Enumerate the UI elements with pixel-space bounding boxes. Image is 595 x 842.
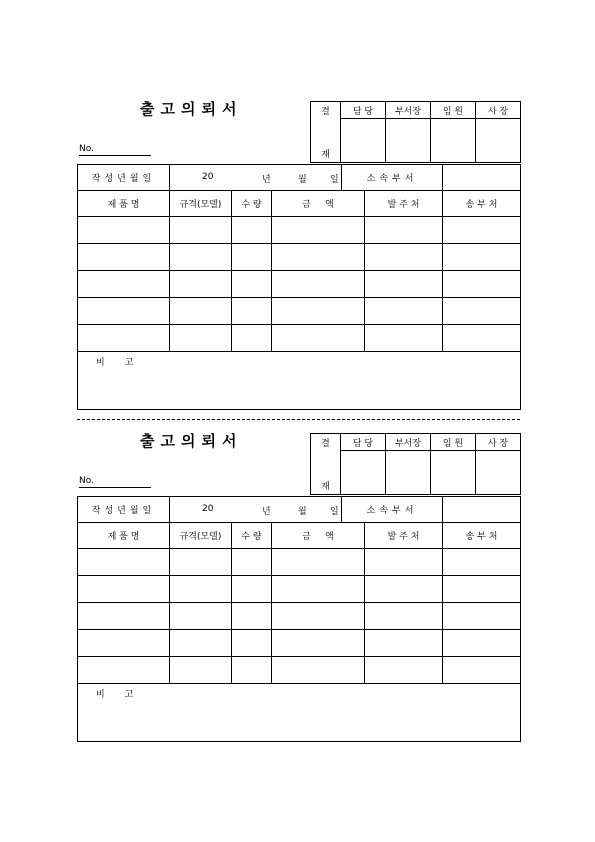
cell-amount[interactable]: [272, 630, 365, 657]
col-order-from: 발 주 처: [365, 523, 443, 549]
approval-role-executive: 임 원: [431, 434, 476, 451]
cell-qty[interactable]: [232, 576, 272, 603]
col-amount: 금 액: [272, 523, 365, 549]
sign-box-staff[interactable]: [341, 451, 386, 495]
cell-amount[interactable]: [272, 576, 365, 603]
cell-ship-to[interactable]: [443, 603, 521, 630]
note-field[interactable]: [78, 684, 521, 742]
table-row: [78, 217, 521, 244]
form-number-field[interactable]: No.: [79, 476, 151, 488]
form-title: 출고의뢰서: [140, 100, 243, 118]
cell-product[interactable]: [78, 217, 170, 244]
col-ship-to: 송 부 처: [443, 523, 521, 549]
approval-label-bottom: 재: [321, 150, 330, 160]
cell-amount[interactable]: [272, 244, 365, 271]
sign-box-executive[interactable]: [431, 451, 476, 495]
cell-order-from[interactable]: [365, 576, 443, 603]
form-number-field[interactable]: No.: [79, 144, 151, 156]
cell-spec[interactable]: [170, 217, 232, 244]
approval-role-president: 사 장: [476, 102, 521, 119]
cell-spec[interactable]: [170, 298, 232, 325]
cell-product[interactable]: [78, 603, 170, 630]
cell-order-from[interactable]: [365, 603, 443, 630]
date-label: 작성년월일: [78, 497, 170, 523]
note-label: 비 고: [96, 358, 134, 368]
cell-qty[interactable]: [232, 217, 272, 244]
cell-spec[interactable]: [170, 576, 232, 603]
cell-amount[interactable]: [272, 217, 365, 244]
cell-ship-to[interactable]: [443, 549, 521, 576]
col-amount: 금 액: [272, 191, 365, 217]
table-row: [78, 244, 521, 271]
cell-order-from[interactable]: [365, 217, 443, 244]
cell-product[interactable]: [78, 244, 170, 271]
approval-label-bottom: 재: [321, 482, 330, 492]
col-product-name: 제 품 명: [78, 523, 170, 549]
cell-product[interactable]: [78, 630, 170, 657]
cell-order-from[interactable]: [365, 549, 443, 576]
cell-ship-to[interactable]: [443, 271, 521, 298]
cell-qty[interactable]: [232, 244, 272, 271]
cell-spec[interactable]: [170, 630, 232, 657]
cell-ship-to[interactable]: [443, 657, 521, 684]
col-quantity: 수 량: [232, 523, 272, 549]
cell-product[interactable]: [78, 576, 170, 603]
approval-label: [311, 102, 341, 163]
approval-label-top: 결: [321, 107, 330, 117]
date-year-label: 년: [262, 507, 271, 517]
date-field[interactable]: [170, 497, 342, 523]
sign-box-executive[interactable]: [431, 119, 476, 163]
cell-ship-to[interactable]: [443, 217, 521, 244]
date-year-label: 년: [262, 175, 271, 185]
sign-box-president[interactable]: [476, 119, 521, 163]
cell-product[interactable]: [78, 271, 170, 298]
col-ship-to: 송 부 처: [443, 191, 521, 217]
date-prefix: 20: [202, 172, 214, 182]
table-row: [78, 271, 521, 298]
table-row: [78, 630, 521, 657]
dept-field[interactable]: [443, 165, 521, 191]
cell-ship-to[interactable]: [443, 298, 521, 325]
cell-qty[interactable]: [232, 657, 272, 684]
date-field[interactable]: [170, 165, 342, 191]
cell-spec[interactable]: [170, 549, 232, 576]
table-row: [78, 657, 521, 684]
cell-qty[interactable]: [232, 298, 272, 325]
table-row: [78, 298, 521, 325]
date-day-label: 일: [330, 175, 339, 185]
cell-spec[interactable]: [170, 657, 232, 684]
cell-product[interactable]: [78, 298, 170, 325]
cell-order-from[interactable]: [365, 630, 443, 657]
table-row: [78, 576, 521, 603]
table-row: [78, 603, 521, 630]
cell-amount[interactable]: [272, 549, 365, 576]
col-quantity: 수 량: [232, 191, 272, 217]
release-request-form-bottom: [0, 332, 595, 700]
col-spec-model: 규격(모델): [170, 191, 232, 217]
date-label: 작성년월일: [78, 165, 170, 191]
cell-ship-to[interactable]: [443, 576, 521, 603]
cell-amount[interactable]: [272, 271, 365, 298]
sign-box-manager[interactable]: [386, 119, 431, 163]
cell-spec[interactable]: [170, 244, 232, 271]
approval-role-president: 사 장: [476, 434, 521, 451]
cell-product[interactable]: [78, 657, 170, 684]
cell-ship-to[interactable]: [443, 244, 521, 271]
table-row: [78, 549, 521, 576]
cell-order-from[interactable]: [365, 244, 443, 271]
approval-role-manager: 부서장: [386, 102, 431, 119]
cell-spec[interactable]: [170, 271, 232, 298]
form-main-table: [77, 496, 521, 742]
col-order-from: 발 주 처: [365, 191, 443, 217]
form-title: 출고의뢰서: [140, 432, 243, 450]
sign-box-president[interactable]: [476, 451, 521, 495]
cell-order-from[interactable]: [365, 657, 443, 684]
sign-box-manager[interactable]: [386, 451, 431, 495]
cell-order-from[interactable]: [365, 298, 443, 325]
approval-label-top: 결: [321, 439, 330, 449]
approval-role-staff: 담 당: [341, 434, 386, 451]
approval-table: [310, 433, 521, 495]
dept-label: 소속부서: [342, 497, 443, 523]
cell-qty[interactable]: [232, 630, 272, 657]
approval-role-staff: 담 당: [341, 102, 386, 119]
dept-field[interactable]: [443, 497, 521, 523]
cell-qty[interactable]: [232, 549, 272, 576]
col-spec-model: 규격(모델): [170, 523, 232, 549]
cell-product[interactable]: [78, 549, 170, 576]
col-product-name: 제 품 명: [78, 191, 170, 217]
dept-label: 소속부서: [342, 165, 443, 191]
approval-label: [311, 434, 341, 495]
date-month-label: 월: [298, 175, 307, 185]
cell-spec[interactable]: [170, 603, 232, 630]
cell-amount[interactable]: [272, 657, 365, 684]
release-request-form-top: [0, 0, 595, 368]
approval-role-executive: 임 원: [431, 102, 476, 119]
cell-amount[interactable]: [272, 603, 365, 630]
date-month-label: 월: [298, 507, 307, 517]
cell-ship-to[interactable]: [443, 630, 521, 657]
cell-qty[interactable]: [232, 603, 272, 630]
cell-amount[interactable]: [272, 298, 365, 325]
date-day-label: 일: [330, 507, 339, 517]
approval-table: [310, 101, 521, 163]
cell-order-from[interactable]: [365, 271, 443, 298]
approval-role-manager: 부서장: [386, 434, 431, 451]
note-label: 비 고: [96, 690, 134, 700]
sign-box-staff[interactable]: [341, 119, 386, 163]
cell-qty[interactable]: [232, 271, 272, 298]
date-prefix: 20: [202, 504, 214, 514]
